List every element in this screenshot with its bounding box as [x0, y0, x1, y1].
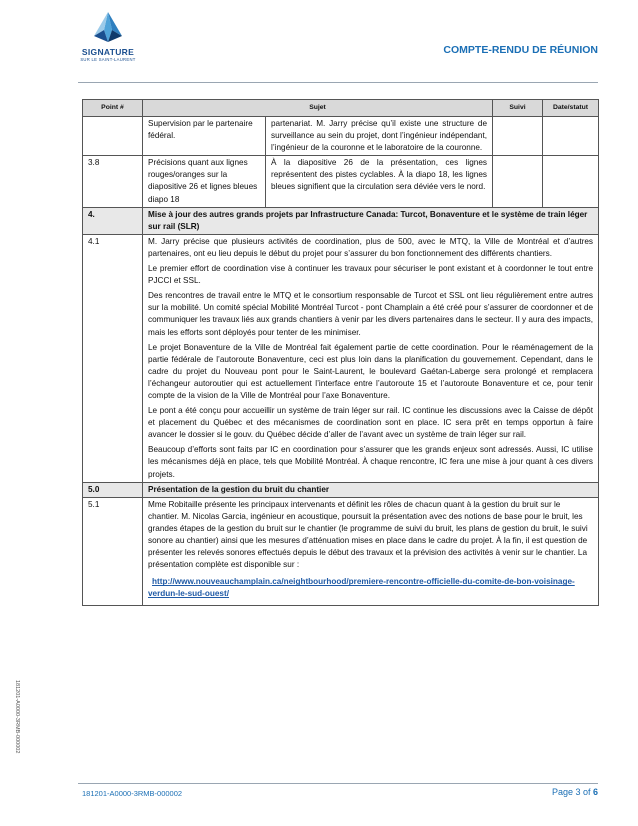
signature-logo	[78, 12, 138, 74]
document-title: COMPTE-RENDU DE RÉUNION	[443, 44, 598, 56]
point-number: 3.8	[83, 156, 143, 207]
subject-topic: Précisions quant aux lignes rouges/oranges sur la diapositive 26 et lignes bleues diapo 18	[143, 156, 266, 206]
paragraph: Le projet Bonaventure de la Ville de Montréal fait également partie de cette coordination. Pour le réaménagement de la partie fédérale de l’autoroute Bonaventure, ceci est plus loin dans la planification du gouvernement. Cependant, dans le cadre du projet du Nouveau pont pour le Saint-Laurent, le boulevard Gaétan-Laberge sera prolongé et remplacera l’échangeur autoroutier qui est actuellement l’interface entre l’autoroute 15 et l’autoroute Bonaventure et ce, pour tenir compte de la vision de la Ville de Montréal pour l’axe Bonaventure.	[148, 342, 593, 400]
section-number: 5.0	[83, 482, 143, 497]
subject-detail: partenariat. M. Jarry précise qu’il existe une structure de surveillance au sein du projet, dont l’ingénieur indépendant, l’ingénieur de la couronne et le laboratoire de la couronne.	[271, 119, 487, 153]
subject-cell	[143, 117, 493, 156]
table-row	[83, 117, 599, 156]
paragraph: Beaucoup d’efforts sont faits par IC en coordination pour s’assurer que les grands enjeux sont adressés. Aussi, IC utilise les mécanismes déjà en place, tels que Mobilité Montréal. À chaque rencontre, IC fera une mise à jour quant à ces divers projets.	[148, 445, 593, 479]
table-row	[83, 234, 599, 482]
table-row	[83, 497, 599, 606]
paragraph: Mme Robitaille présente les principaux intervenants et définit les rôles de chacun quant à la gestion du bruit sur le chantier. M. Nicolas Garcia, ingénieur en acoustique, poursuit la présentation avec des notions de base pour le bruit, les grandes étapes de la gestion du bruit sur le chantier (le programme de suivi du bruit, les plans de gestion du bruit, le suivi sonore au chantier) ainsi que les mesures d’atténuation mises en place dans le cadre du projet. À la fin, il est question de présenter les relevés sonores effectués depuis le début des travaux et la prévision des activités à venir sur le chantier. La présentation complète est disponible sur :	[148, 499, 588, 570]
point-number: 5.1	[83, 497, 143, 606]
table-header-row	[83, 100, 599, 117]
paragraph: Des rencontres de travail entre le MTQ et le consortium responsable de Turcot et SSL ont lieu régulièrement entre autres sur la mobilité. Un comité spécial Mobilité Montréal Turcot - pont Champlain a été créé pour s’assurer de coordonner et de communiquer les travaux liés aux grands chantiers à venir par les divers partenaires dans le secteur. Il y aura des impacts, mais les efforts sont déployés pour tenter de les minimiser.	[148, 291, 593, 337]
paragraph: Le pont a été conçu pour accueillir un système de train léger sur rail. IC continue les discussions avec la Caisse de dépôt et placement du Québec et des mécanismes de coordination sont en place. IC sera prêt en temps opportun à faire avancer le dossier si le gouv. du Québec décide d’aller de l’avant avec un système de train léger sur rail.	[148, 406, 593, 440]
table-row	[83, 156, 599, 207]
suivi-cell	[493, 117, 543, 156]
col-header-point: Point #	[83, 100, 143, 117]
point-number: 4.1	[83, 234, 143, 482]
col-header-suivi: Suivi	[493, 100, 543, 117]
point-cell	[83, 117, 143, 156]
logo-subtitle: SUR LE SAINT-LAURENT	[80, 57, 136, 62]
subject-detail: À la diapositive 26 de la présentation, ces lignes représentent des pistes cyclables. À la diapo 18, les lignes bleues signifient que la circulation sera déviée vers le nord.	[271, 158, 487, 192]
paragraph: Le premier effort de coordination vise à continuer les travaux pour sécuriser le pont existant et à coordonner le tout entre PJCCI et SSL.	[148, 264, 593, 286]
date-statut-cell	[543, 117, 599, 156]
subject-topic: Supervision par le partenaire fédéral.	[143, 117, 266, 155]
date-statut-cell	[543, 156, 599, 207]
page-total: 6	[592, 787, 598, 797]
link-container	[148, 576, 593, 600]
suivi-cell	[493, 156, 543, 207]
side-document-code: 181201-A0000-3RMB-000002	[14, 680, 20, 754]
footer-document-code: 181201-A0000-3RMB-000002	[82, 789, 183, 798]
col-header-date-statut: Date/statut	[543, 100, 599, 117]
presentation-link[interactable]: http://www.nouveauchamplain.ca/neightbourhood/premiere-rencontre-officielle-du-comite-de-bon-voisinage-verdun-le-sud-ouest/	[148, 577, 575, 599]
paragraph: M. Jarry précise que plusieurs activités de coordination, plus de 500, avec le MTQ, la Ville de Montréal et d’autres partenaires, ont eu lieu depuis le début du projet pour s’assurer du bon fonctionnement des différents chantiers.	[148, 236, 593, 258]
minutes-table	[82, 99, 599, 606]
page-indicator	[552, 787, 598, 797]
section-row	[83, 207, 599, 234]
page-label: Page 3 of	[551, 787, 591, 797]
section-row	[83, 482, 599, 497]
subject-cell	[143, 156, 493, 207]
subject-body	[143, 234, 599, 482]
footer-divider	[78, 783, 598, 784]
section-title: Présentation de la gestion du bruit du chantier	[143, 482, 599, 497]
subject-body	[143, 497, 599, 606]
header-divider	[78, 82, 598, 83]
logo-brand-text: SIGNATURE	[81, 47, 135, 57]
logo-mark-icon	[88, 12, 128, 46]
section-title: Mise à jour des autres grands projets par Infrastructure Canada: Turcot, Bonaventure et le système de train léger sur rail (SLR)	[143, 207, 599, 234]
section-number: 4.	[83, 207, 143, 234]
col-header-sujet: Sujet	[143, 100, 493, 117]
